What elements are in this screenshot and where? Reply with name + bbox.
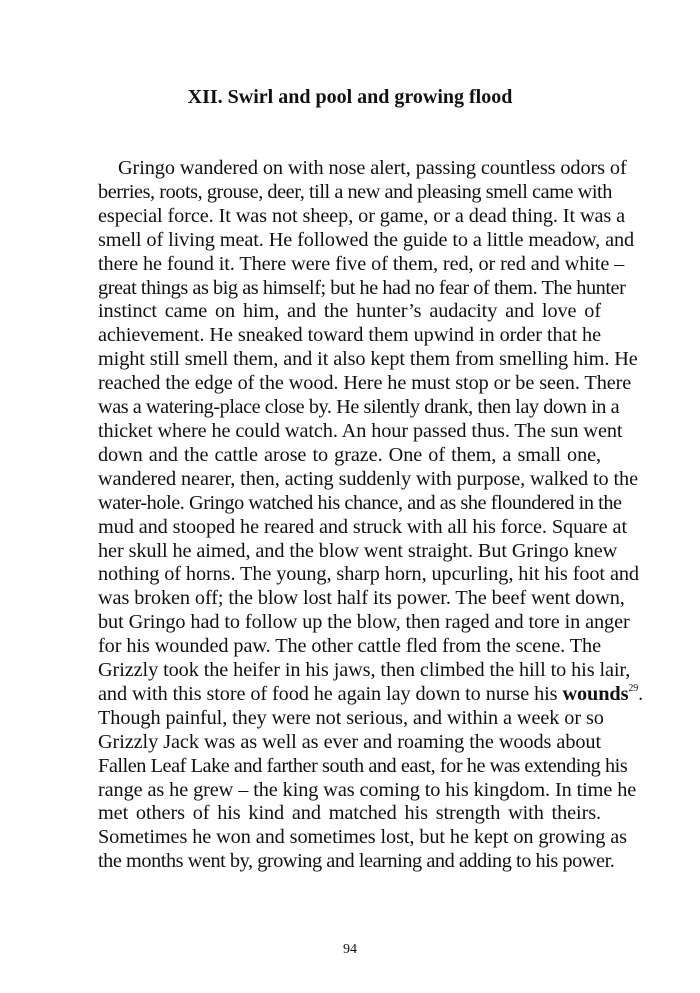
chapter-title: XII. Swirl and pool and growing flood (187, 86, 513, 108)
text-line: nothing of horns. The young, sharp horn, upcurling, hit his foot and (98, 563, 639, 586)
text-line: there he found it. There were five of them, red, or red and white – (98, 252, 625, 275)
text-line: range as he grew – the king was coming to his kingdom. In time he (98, 778, 637, 801)
text-line: her skull he aimed, and the blow went straight. But Gringo knew (98, 539, 618, 562)
text-segment: and with this store of food he again lay down to nurse his (98, 682, 563, 705)
text-line: might still smell them, and it also kept them from smelling him. He (98, 348, 638, 371)
bold-term: wounds (562, 682, 629, 705)
text-line: thicket where he could watch. An hour passed thus. The sun went (98, 419, 623, 442)
text-line: Though painful, they were not serious, and within a week or so (98, 706, 604, 729)
text-line: Grizzly took the heifer in his jaws, then climbed the hill to his lair, (98, 659, 631, 682)
text-line: down and the cattle arose to graze. One of them, a small one, (98, 443, 601, 466)
text-line: Gringo wandered on with nose alert, passing countless odors of (118, 157, 627, 179)
text-line (98, 682, 644, 707)
body-paragraph (98, 157, 644, 874)
text-line: was a watering-place close by. He silently drank, then lay down in a (98, 396, 620, 419)
text-line: smell of living meat. He followed the guide to a little meadow, and (98, 228, 635, 251)
text-line: reached the edge of the wood. Here he must stop or be seen. There (98, 372, 632, 395)
text-line: water-hole. Gringo watched his chance, and as she floundered in the (98, 491, 622, 514)
text-line: mud and stooped he reared and struck with all his force. Square at (98, 515, 627, 538)
text-line: but Gringo had to follow up the blow, then raged and tore in anger (98, 611, 630, 634)
text-line: Sometimes he won and sometimes lost, but he kept on growing as (98, 826, 627, 849)
text-line: Fallen Leaf Lake and farther south and east, for he was extending his (98, 754, 628, 777)
text-line: for his wounded paw. The other cattle fled from the scene. The (98, 635, 601, 658)
text-line: met others of his kind and matched his strength with theirs. (98, 802, 601, 825)
footnote-marker[interactable]: 29 (628, 682, 639, 694)
page-number: 94 (343, 942, 357, 957)
text-line: was broken off; the blow lost half its power. The beef went down, (98, 587, 625, 610)
text-line: the months went by, growing and learning and adding to his power. (98, 850, 615, 873)
text-line: especial force. It was not sheep, or game, or a dead thing. It was a (98, 204, 626, 227)
text-line: wandered nearer, then, acting suddenly with purpose, walked to the (98, 467, 639, 490)
text-line: achievement. He sneaked toward them upwind in order that he (98, 324, 601, 347)
text-line: great things as big as himself; but he had no fear of them. The hunter (98, 276, 626, 299)
text-line: berries, roots, grouse, deer, till a new and pleasing smell came with (98, 180, 612, 203)
text-line: Grizzly Jack was as well as ever and roaming the woods about (98, 730, 601, 753)
text-segment: . (638, 682, 644, 705)
text-line: instinct came on him, and the hunter’s audacity and love of (98, 300, 601, 323)
